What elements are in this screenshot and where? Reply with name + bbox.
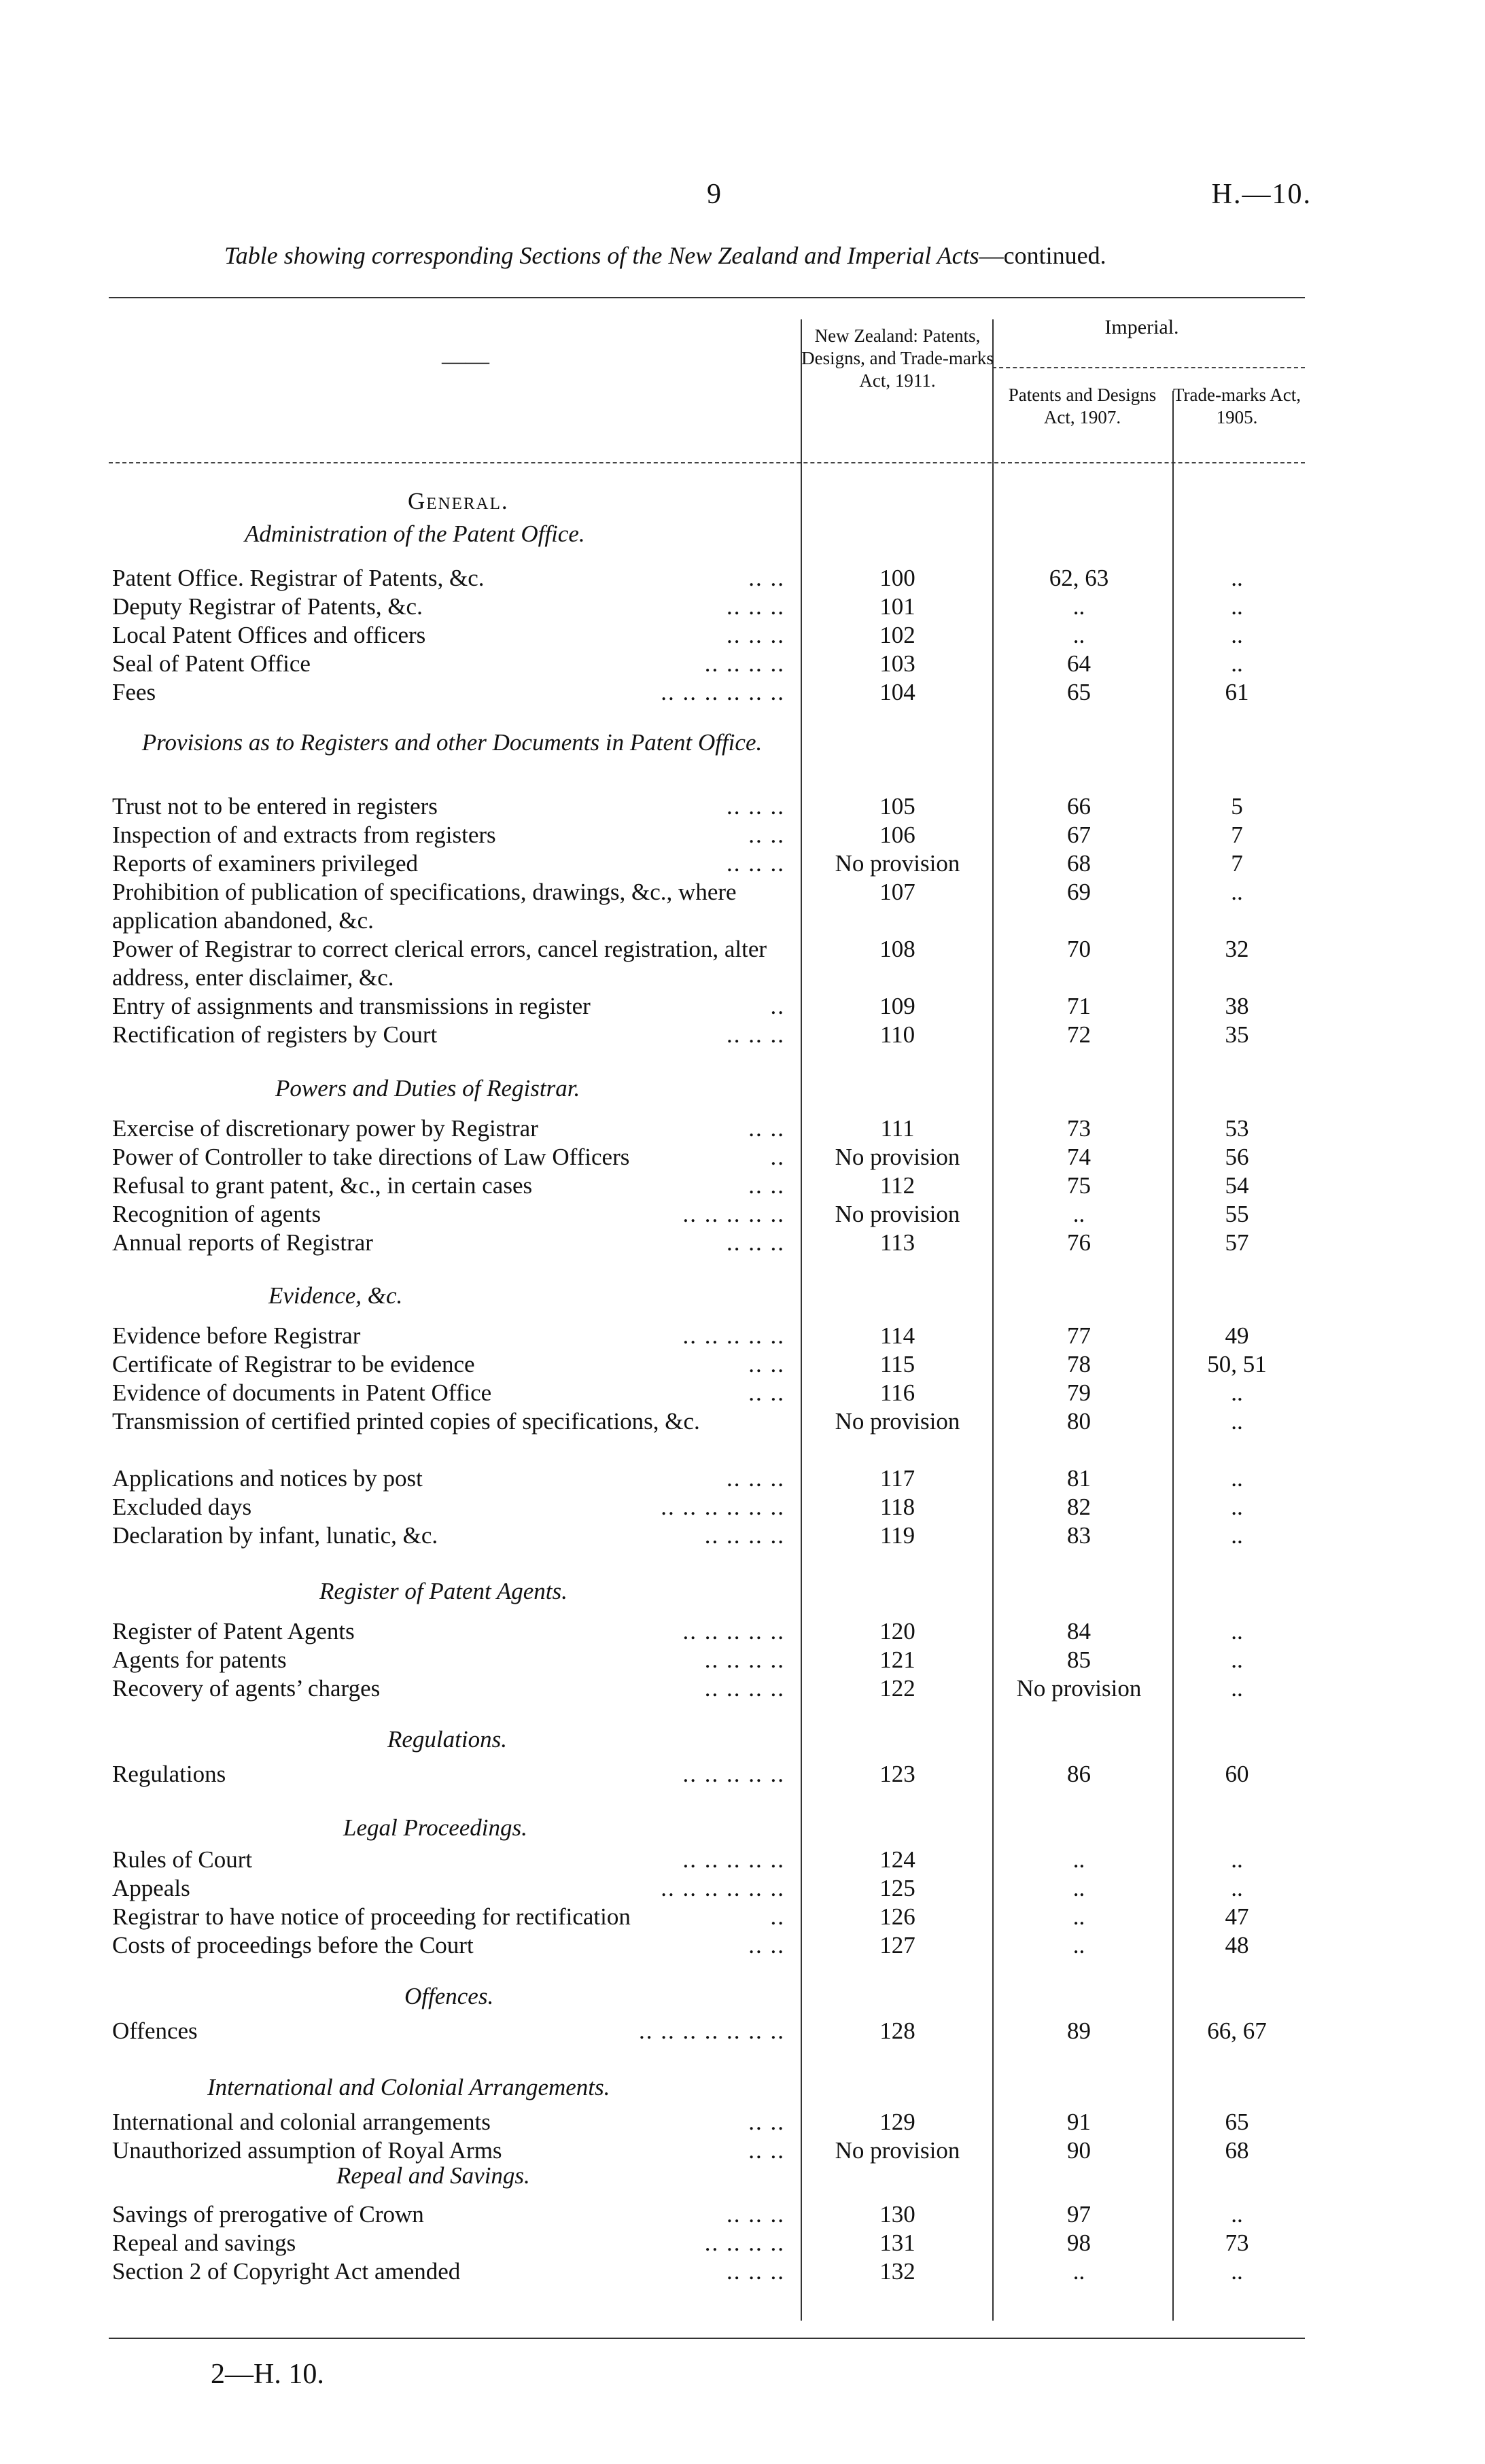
patents-section: 72 <box>1067 1021 1091 1048</box>
trade-section: 68 <box>1225 2137 1249 2164</box>
nz-section: 132 <box>879 2258 915 2285</box>
section-heading-agents: Register of Patent Agents. <box>319 1578 567 1604</box>
row-description: Declaration by infant, lunatic, &c. .. .. .. .. <box>112 1522 785 1549</box>
row-description: Evidence of documents in Patent Office .. .. <box>112 1379 785 1406</box>
nz-section: No provision <box>835 1408 960 1435</box>
patents-section: 91 <box>1067 2109 1091 2135</box>
trade-section: .. <box>1231 1675 1243 1702</box>
patents-section: .. <box>1072 2258 1085 2285</box>
patents-section: 69 <box>1067 879 1091 905</box>
patents-section: 77 <box>1067 1322 1091 1349</box>
patents-section: 65 <box>1067 679 1091 705</box>
trade-section: .. <box>1231 1647 1243 1673</box>
nz-section: 121 <box>879 1647 915 1673</box>
nz-section: No provision <box>835 1201 960 1227</box>
row-description: Fees .. .. .. .. .. .. <box>112 679 785 705</box>
row-description: Recognition of agents .. .. .. .. .. <box>112 1201 785 1227</box>
row-description: Patent Office. Registrar of Patents, &c. .. .. <box>112 565 785 591</box>
patents-section: 73 <box>1067 1115 1091 1142</box>
row-description: Entry of assignments and transmissions in register .. <box>112 993 785 1019</box>
trade-section: 32 <box>1225 936 1249 962</box>
nz-column-header: New Zealand: Patents, Designs, and Trade-marks Act, 1911. <box>801 325 994 391</box>
patents-section: 62, 63 <box>1049 565 1109 591</box>
trade-section: .. <box>1231 879 1243 905</box>
nz-section: 112 <box>879 1172 915 1199</box>
trade-section: .. <box>1231 1465 1243 1492</box>
trade-section: 50, 51 <box>1207 1351 1267 1377</box>
page-number: 9 <box>707 179 721 210</box>
row-description: Regulations .. .. .. .. .. <box>112 1761 785 1787</box>
section-heading-offences: Offences. <box>404 1983 494 2009</box>
nz-section: 123 <box>879 1761 915 1787</box>
row-description: Section 2 of Copyright Act amended .. .. .. <box>112 2258 785 2285</box>
nz-section: 131 <box>879 2230 915 2256</box>
nz-section: 122 <box>879 1675 915 1702</box>
row-description: Repeal and savings .. .. .. .. <box>112 2230 785 2256</box>
row-description: Appeals .. .. .. .. .. .. <box>112 1875 785 1901</box>
nz-section: 106 <box>879 822 915 848</box>
patents-section: 97 <box>1067 2201 1091 2228</box>
row-description: Inspection of and extracts from registers .. .. <box>112 822 785 848</box>
nz-section: No provision <box>835 1144 960 1170</box>
imperial-divider-rule <box>992 367 1305 368</box>
nz-section: 127 <box>879 1932 915 1958</box>
trade-section: .. <box>1231 1408 1243 1435</box>
section-heading-powers: Powers and Duties of Registrar. <box>275 1075 580 1102</box>
row-description: Reports of examiners privileged .. .. .. <box>112 850 785 877</box>
trade-section: 7 <box>1231 822 1243 848</box>
nz-section: 101 <box>879 593 915 620</box>
trade-section: 55 <box>1225 1201 1249 1227</box>
trade-section: 7 <box>1231 850 1243 877</box>
section-heading-international: International and Colonial Arrangements. <box>207 2074 610 2100</box>
trade-section: .. <box>1231 622 1243 648</box>
nz-section: 105 <box>879 793 915 820</box>
nz-section: 111 <box>880 1115 915 1142</box>
row-description: Annual reports of Registrar .. .. .. <box>112 1229 785 1256</box>
nz-section: No provision <box>835 2137 960 2164</box>
row-description: Trust not to be entered in registers .. .. .. <box>112 793 785 820</box>
section-heading-registers: Provisions as to Registers and other Documents in Patent Office. <box>141 729 763 756</box>
patents-section: 85 <box>1067 1647 1091 1673</box>
row-description: Offences .. .. .. .. .. .. .. <box>112 2018 785 2044</box>
row-description: Rectification of registers by Court .. .. .. <box>112 1021 785 1048</box>
trade-section: .. <box>1231 650 1243 677</box>
section-heading-general: General. <box>408 488 509 514</box>
trade-section: 66, 67 <box>1207 2018 1267 2044</box>
row-description: Refusal to grant patent, &c., in certain cases .. .. <box>112 1172 785 1199</box>
nz-section: 129 <box>879 2109 915 2135</box>
row-description: Evidence before Registrar .. .. .. .. .. <box>112 1322 785 1349</box>
row-description: Local Patent Offices and officers .. .. .. <box>112 622 785 648</box>
patents-column-header: Patents and Designs Act, 1907. <box>1008 385 1157 427</box>
row-description: Power of Registrar to correct clerical errors, cancel registration, alter address, enter disclaimer, &c. <box>112 936 767 991</box>
trade-section: 5 <box>1231 793 1243 820</box>
table-top-rule <box>109 297 1305 298</box>
blank-column-header: —— <box>442 348 489 374</box>
trade-section: .. <box>1231 593 1243 620</box>
nz-section: 103 <box>879 650 915 677</box>
trade-section: 73 <box>1225 2230 1249 2256</box>
trade-section: 53 <box>1225 1115 1249 1142</box>
nz-section: 102 <box>879 622 915 648</box>
trade-section: 47 <box>1225 1903 1249 1930</box>
row-description: Power of Controller to take directions of Law Officers .. <box>112 1144 785 1170</box>
patents-section: 64 <box>1067 650 1091 677</box>
nz-section: 124 <box>879 1846 915 1873</box>
row-description: Agents for patents .. .. .. .. <box>112 1647 785 1673</box>
row-description: Savings of prerogative of Crown .. .. .. <box>112 2201 785 2228</box>
nz-section: 130 <box>879 2201 915 2228</box>
patents-section: 86 <box>1067 1761 1091 1787</box>
trade-section: 60 <box>1225 1761 1249 1787</box>
trade-section: 56 <box>1225 1144 1249 1170</box>
trade-section: .. <box>1231 1846 1243 1873</box>
row-description: Excluded days .. .. .. .. .. .. <box>112 1494 785 1520</box>
patents-section: .. <box>1072 1201 1085 1227</box>
nz-section: 126 <box>879 1903 915 1930</box>
section-heading-regulations: Regulations. <box>387 1726 507 1753</box>
section-heading-evidence: Evidence, &c. <box>268 1282 403 1309</box>
caption-tail: —continued. <box>979 242 1106 269</box>
trade-section: 61 <box>1225 679 1249 705</box>
section-heading-legal: Legal Proceedings. <box>343 1814 527 1841</box>
patents-section: 80 <box>1067 1408 1091 1435</box>
trade-section: 49 <box>1225 1322 1249 1349</box>
header-bottom-rule <box>109 462 1305 463</box>
nz-section: 114 <box>879 1322 915 1349</box>
document-code: H.—10. <box>1211 179 1312 210</box>
nz-section: 125 <box>879 1875 915 1901</box>
row-description: Transmission of certified printed copies of specifications, &c. <box>112 1408 700 1435</box>
patents-section: 79 <box>1067 1379 1091 1406</box>
nz-section: 118 <box>879 1494 915 1520</box>
footer-document-code: 2—H. 10. <box>211 2359 324 2390</box>
nz-section: 104 <box>879 679 915 705</box>
nz-section: 100 <box>879 565 915 591</box>
trade-section: .. <box>1231 1875 1243 1901</box>
row-description: Unauthorized assumption of Royal Arms .. .. <box>112 2137 785 2164</box>
nz-section: 117 <box>879 1465 915 1492</box>
nz-section: 110 <box>879 1021 915 1048</box>
patents-section: 75 <box>1067 1172 1091 1199</box>
patents-section: 89 <box>1067 2018 1091 2044</box>
row-description: Deputy Registrar of Patents, &c. .. .. .. <box>112 593 785 620</box>
patents-section: No provision <box>1016 1675 1142 1702</box>
row-description: Registrar to have notice of proceeding for rectification .. <box>112 1903 785 1930</box>
trade-section: .. <box>1231 1618 1243 1644</box>
section-heading-repeal: Repeal and Savings. <box>336 2162 530 2189</box>
patents-section: 70 <box>1067 936 1091 962</box>
patents-section: 78 <box>1067 1351 1091 1377</box>
nz-section: 115 <box>879 1351 915 1377</box>
patents-section: .. <box>1072 1932 1085 1958</box>
nz-section: 113 <box>879 1229 915 1256</box>
patents-section: .. <box>1072 593 1085 620</box>
trade-section: .. <box>1231 1379 1243 1406</box>
patents-section: 76 <box>1067 1229 1091 1256</box>
row-description: Costs of proceedings before the Court .. .. <box>112 1932 785 1958</box>
trade-column-header: Trade-marks Act, 1905. <box>1173 385 1301 427</box>
section-heading-administration: Administration of the Patent Office. <box>245 521 585 547</box>
trade-section: .. <box>1231 2201 1243 2228</box>
nz-section: 109 <box>879 993 915 1019</box>
trade-section: .. <box>1231 1494 1243 1520</box>
patents-section: 82 <box>1067 1494 1091 1520</box>
patents-section: 67 <box>1067 822 1091 848</box>
trade-section: 54 <box>1225 1172 1249 1199</box>
row-description: Certificate of Registrar to be evidence .. .. <box>112 1351 785 1377</box>
caption-main: Table showing corresponding Sections of the New Zealand and Imperial Acts <box>224 242 979 269</box>
patents-section: 81 <box>1067 1465 1091 1492</box>
trade-section: .. <box>1231 2258 1243 2285</box>
patents-section: 68 <box>1067 850 1091 877</box>
patents-section: 74 <box>1067 1144 1091 1170</box>
patents-section: 90 <box>1067 2137 1091 2164</box>
trade-section: 65 <box>1225 2109 1249 2135</box>
nz-section: No provision <box>835 850 960 877</box>
patents-section: .. <box>1072 1846 1085 1873</box>
nz-section: 108 <box>879 936 915 962</box>
trade-section: .. <box>1231 1522 1243 1549</box>
trade-section: 48 <box>1225 1932 1249 1958</box>
imperial-column-header: Imperial. <box>1104 316 1179 338</box>
patents-section: 71 <box>1067 993 1091 1019</box>
row-description: Seal of Patent Office .. .. .. .. <box>112 650 785 677</box>
nz-section: 116 <box>879 1379 915 1406</box>
nz-section: 128 <box>879 2018 915 2044</box>
trade-section: .. <box>1231 565 1243 591</box>
row-description: Rules of Court .. .. .. .. .. <box>112 1846 785 1873</box>
patents-section: .. <box>1072 622 1085 648</box>
table-bottom-rule <box>109 2338 1305 2339</box>
table-caption <box>224 241 1298 270</box>
nz-section: 120 <box>879 1618 915 1644</box>
patents-section: .. <box>1072 1875 1085 1901</box>
nz-section: 107 <box>879 879 915 905</box>
row-description: Applications and notices by post .. .. .. <box>112 1465 785 1492</box>
row-description: Exercise of discretionary power by Registrar .. .. <box>112 1115 785 1142</box>
trade-section: 57 <box>1225 1229 1249 1256</box>
row-description: Recovery of agents’ charges .. .. .. .. <box>112 1675 785 1702</box>
nz-section: 119 <box>879 1522 915 1549</box>
patents-section: 83 <box>1067 1522 1091 1549</box>
trade-section: 35 <box>1225 1021 1249 1048</box>
trade-section: 38 <box>1225 993 1249 1019</box>
patents-section: 98 <box>1067 2230 1091 2256</box>
row-description: Register of Patent Agents .. .. .. .. .. <box>112 1618 785 1644</box>
patents-section: .. <box>1072 1903 1085 1930</box>
patents-section: 84 <box>1067 1618 1091 1644</box>
patents-section: 66 <box>1067 793 1091 820</box>
row-description: Prohibition of publication of specifications, drawings, &c., where application abandoned, &c. <box>112 879 737 934</box>
row-description: International and colonial arrangements .. .. <box>112 2109 785 2135</box>
